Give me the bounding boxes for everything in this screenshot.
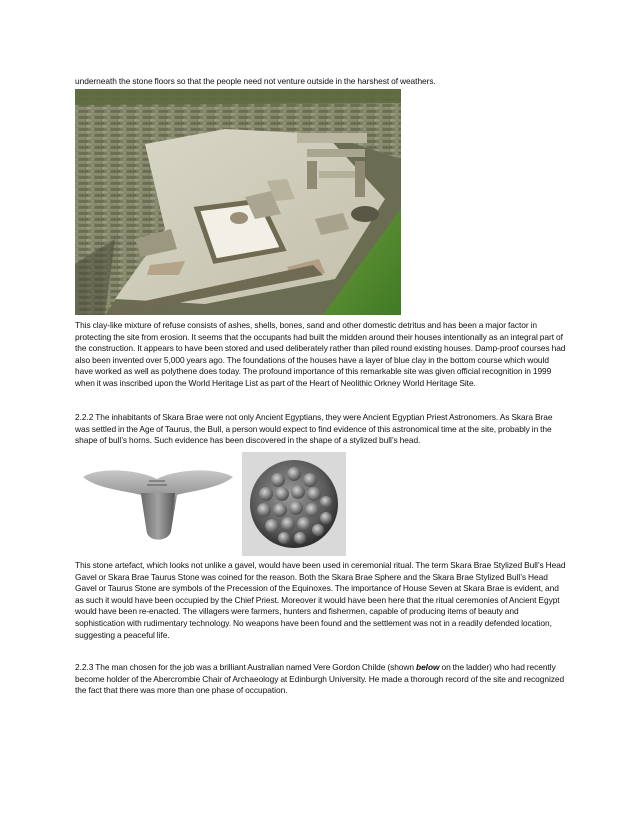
childe-text-before: 2.2.3 The man chosen for the job was a brilliant Australian named Vere Gordon Childe (shown: [75, 662, 416, 672]
paragraph-inhabitants: 2.2.2 The inhabitants of Skara Brae were not only Ancient Egyptians, they were Ancient Egyptian Priest Astronomers. As Skara Brae was settled in the Age of Taurus, the Bull, a person would expect to find evidence of this astronomical time at the site, probably in the shape of bull’s horns. Such evidence has been discovered in the shape of a stylized bull’s head.: [75, 412, 553, 446]
paragraph-artefact: This stone artefact, which looks not unlike a gavel, would have been used in ceremonial ritual. The term Skara Brae Stylized Bull’s Head Gavel or Skara Brae Taurus Stone was coined for the reason. Both the Skara Brae Sphere and the Skara Brae Stylized Bull’s Head Gavel or Taurus Stone are symbols of the Precession of the Equinoxes. The importance of House Seven at Skara Brae is evident, and as such it would have been occupied by the Chief Priest. Moreover it would have been here that the ritual ceremonies of Ancient Egypt would have been re-enacted. The villagers were farmers, hunters and fishermen, capable of producing items of beauty and sophistication with rudimentary technology. No weapons have been found and the settlement was not in a readily defended location, suggesting a peaceful life.: [75, 560, 566, 640]
childe-text-after: on the ladder) who had recently become holder of the Abercrombie Chair of Archaeology at Edinburgh University. He made a thorough record of the site and recognized the fact that there was more than one phase of occupation.: [75, 662, 565, 696]
paragraph-childe: [75, 662, 567, 697]
carved-sphere-photo: [242, 452, 346, 556]
gavel-stone-photo: [79, 461, 237, 545]
skara-brae-photo: [75, 89, 401, 315]
childe-emphasis: below: [416, 662, 440, 672]
paragraph-clay: This clay-like mixture of refuse consists of ashes, shells, bones, sand and other domestic detritus and has been a major factor in protecting the site from erosion. It seems that the occupants had built the midden around their houses intentionally as an integral part of the construction. It appears to have been stored and used deliberately rather than piled round existing houses. Damp-proof courses had also been invented over 5,000 years ago. The foundations of the houses have a layer of blue clay in the bottom course which would have worked as well as polythene does today. The profound importance of this remarkable site was given official recognition in 1999 when it was inscribed upon the World Heritage List as part of the Heart of Neolithic Orkney World Heritage Site.: [75, 320, 566, 388]
paragraph-intro: underneath the stone floors so that the people need not venture outside in the harshest of weathers.: [75, 76, 436, 86]
